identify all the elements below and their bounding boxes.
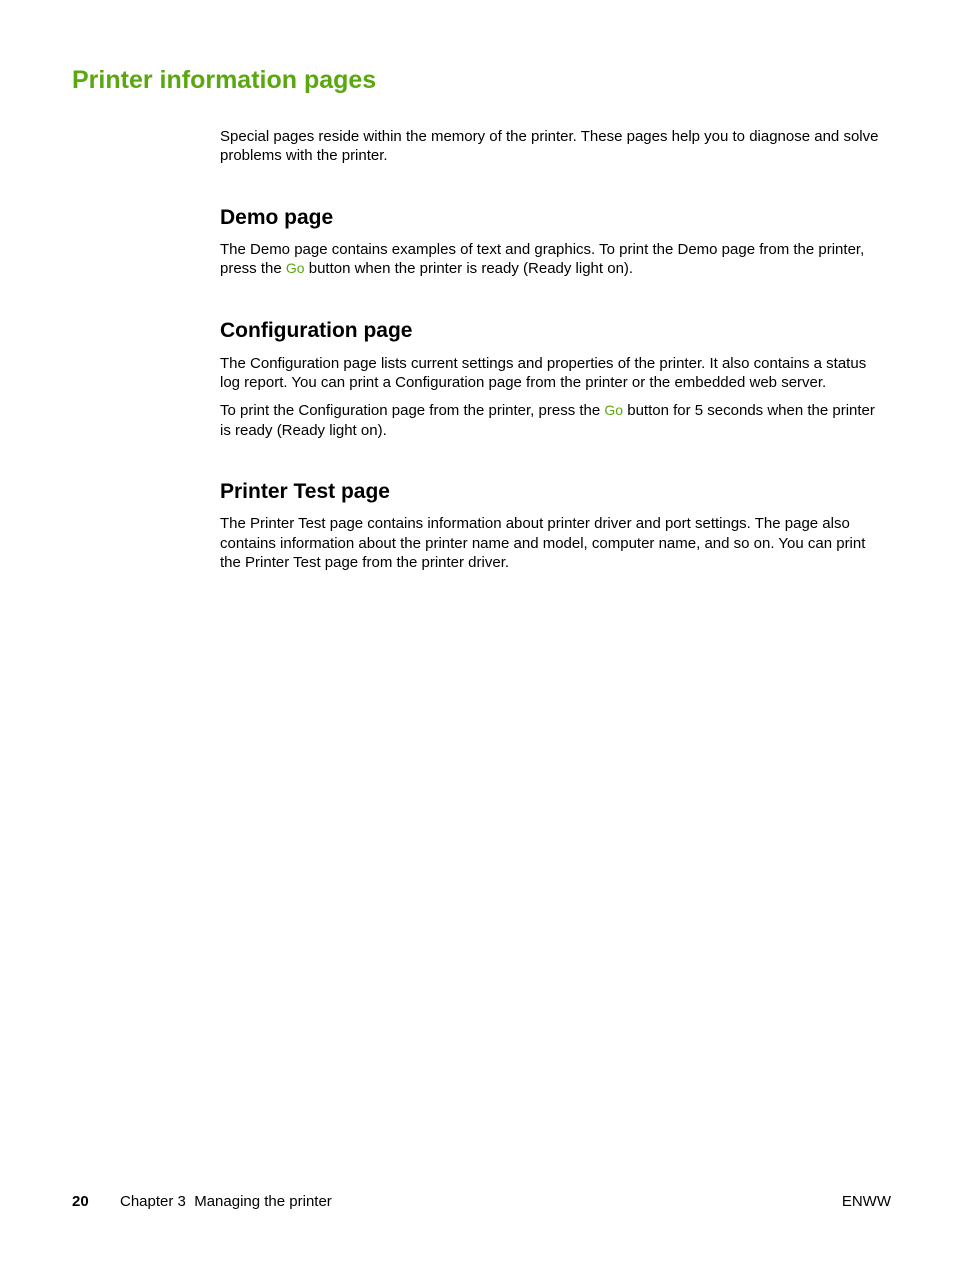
printer-test-heading: Printer Test page [220, 480, 390, 504]
configuration-text-before: To print the Configuration page from the printer, press the [220, 402, 605, 420]
demo-heading: Demo page [220, 205, 334, 229]
go-button-label: Go [285, 260, 305, 277]
go-button-label: Go [604, 402, 624, 419]
configuration-section [220, 318, 880, 441]
configuration-heading: Configuration page [220, 318, 413, 342]
chapter-title: Chapter 3 Managing the printer [120, 1193, 332, 1210]
main-content [220, 127, 880, 572]
intro-paragraph: Special pages reside within the memory of the printer. These pages help you to diagnose and solve problems with the printer. [220, 128, 879, 165]
demo-text-after: button when the printer is ready (Ready light on). [304, 260, 634, 278]
page-title: Printer information pages [72, 66, 377, 94]
printer-test-paragraph: The Printer Test page contains information about printer driver and port settings. The page also contains information about the printer name and model, computer name, and so on. You can print the Printer Test page from the printer driver. [220, 515, 866, 572]
demo-text-before: The Demo page contains examples of text and graphics. To print the Demo page from the printer, press the [220, 240, 865, 278]
page-footer [72, 1192, 891, 1212]
demo-paragraph [220, 240, 880, 279]
printer-test-section [220, 479, 880, 572]
configuration-text-after: button for 5 seconds when the printer is ready (Ready light on). [220, 402, 875, 439]
page-number: 20 [72, 1193, 89, 1210]
configuration-paragraph-1: The Configuration page lists current settings and properties of the printer. It also contains a status log report. You can print a Configuration page from the printer or the embedded web server. [220, 354, 867, 392]
configuration-paragraph-2 [220, 401, 880, 440]
footer-label: ENWW [841, 1193, 891, 1210]
demo-section [220, 205, 880, 279]
